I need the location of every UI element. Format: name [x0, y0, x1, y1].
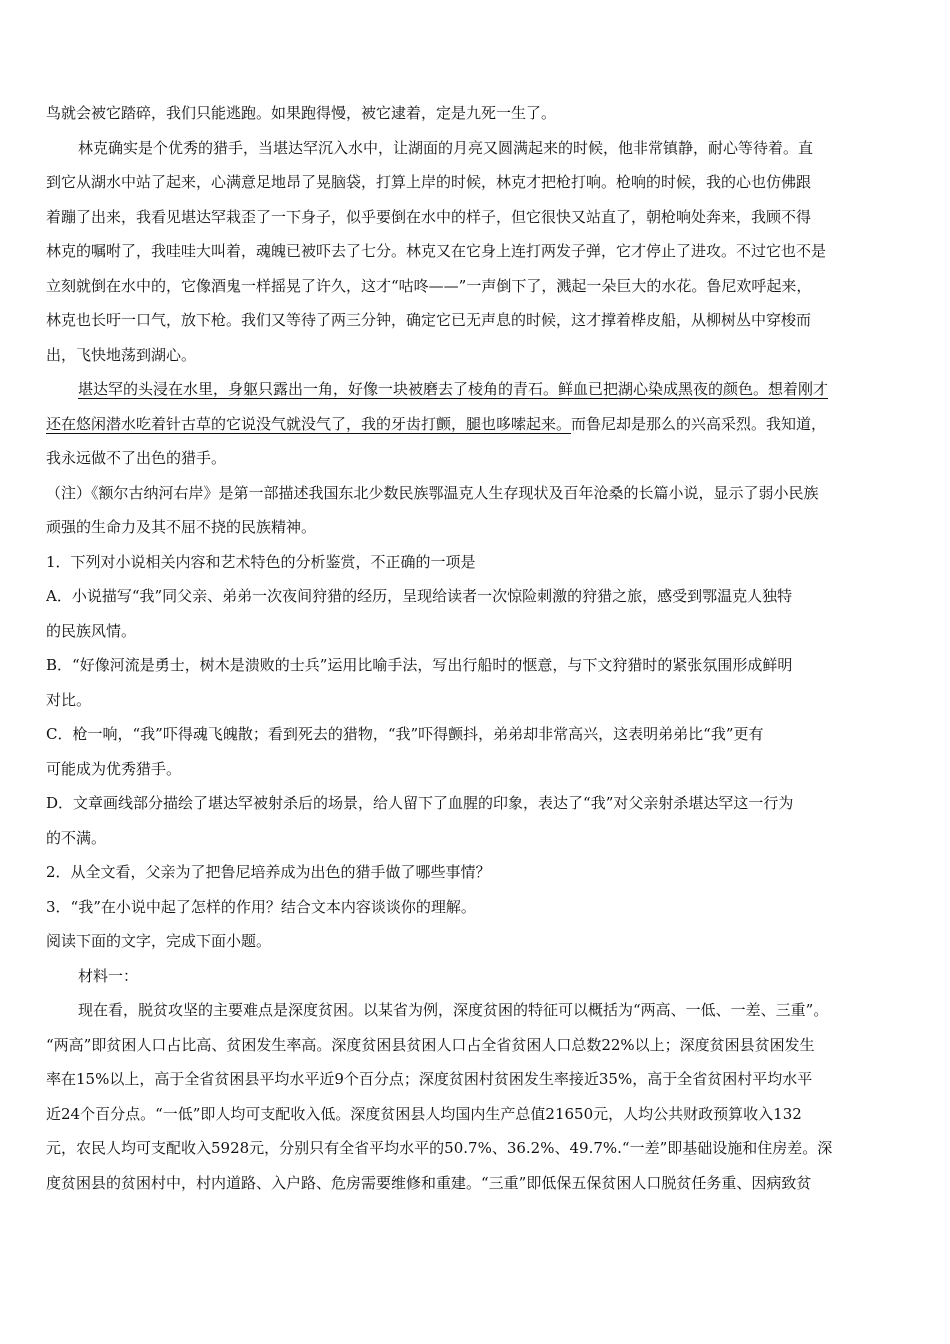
note-line: （注）《额尔古纳河右岸》是第一部描述我国东北少数民族鄂温克人生存现状及百年沧桑的长篇小说，显示了弱小民族 [46, 483, 819, 502]
passage-line: 到它从湖水中站了起来，心满意足地昂了晃脑袋，打算上岸的时候，林克才把枪打响。枪响的时候，我的心也仿佛跟 [46, 173, 812, 191]
question-2: 2．从全文看，父亲为了把鲁尼培养成为出色的猎手做了哪些事情？ [46, 863, 491, 881]
passage-line: 着蹦了出来，我看见堪达罕栽歪了一下身子，似乎要倒在水中的样子，但它很快又站直了，朝枪响处奔来，我顾不得 [46, 207, 812, 226]
passage-line: 林克的嘱咐了，我哇哇大叫着，魂魄已被吓去了七分。林克又在它身上连打两发子弹，它才停止了进攻。不过它也不是 [46, 242, 827, 260]
material-line: 近24个百分点。“一低”即人均可支配收入低。深度贫困县人均国内生产总值21650元，人均公共财政预算收入132 [46, 1104, 802, 1123]
underlined-passage-line [46, 372, 906, 407]
question-1-stem: 1．下列对小说相关内容和艺术特色的分析鉴赏，不正确的一项是 [46, 552, 476, 571]
option-a: A．小说描写“我”同父亲、弟弟一次夜间狩猎的经历，呈现给读者一次惊险刺激的狩猎之旅，感受到鄂温克人独特 [46, 587, 793, 605]
reading-instructions: 阅读下面的文字，完成下面小题。 [46, 932, 272, 950]
option-d: D．文章画线部分描绘了堪达罕被射杀后的场景，给人留下了血腥的印象，表达了“我”对父亲射杀堪达罕这一行为 [46, 794, 794, 812]
passage-line: 出，飞快地荡到湖心。 [46, 345, 197, 364]
underlined-passage-line [46, 407, 906, 442]
material-label: 材料一： [78, 966, 139, 985]
material-line: 元，农民人均可支配收入5928元，分别只有全省平均水平的50.7%、36.2%、49.7%.“一差”即基础设施和住房差。深 [46, 1139, 833, 1157]
material-line: “两高”即贫困人口占比高、贫困发生率高。深度贫困县贫困人口占全省贫困人口总数22%以上；深度贫困县贫困发生 [46, 1035, 815, 1054]
passage-line: 我永远做不了出色的猎手。 [46, 449, 227, 467]
material-line: 率在15%以上，高于全省贫困县平均水平近9个百分点；深度贫困村贫困发生率接近35%，高于全省贫困村平均水平 [46, 1070, 813, 1088]
document-page [46, 96, 906, 1200]
option-b: B．“好像河流是勇士，树木是溃败的士兵”运用比喻手法，写出行船时的惬意，与下文狩猎时的紧张氛围形成鲜明 [46, 656, 793, 674]
passage-text: 而鲁尼却是那么的兴高采烈。我知道， [571, 414, 827, 433]
material-line: 度贫困县的贫困村中，村内道路、入户路、危房需要维修和重建。“三重”即低保五保贫困人口脱贫任务重、因病致贫 [46, 1173, 812, 1192]
option-c-cont: 可能成为优秀猎手。 [46, 759, 182, 778]
option-b-cont: 对比。 [46, 690, 92, 709]
passage-line: 鸟就会被它踏碎，我们只能逃跑。如果跑得慢，被它逮着，定是九死一生了。 [46, 104, 557, 122]
underlined-text: 还在悠闲潜水吃着针古草的它说没气就没气了，我的牙齿打颤，腿也哆嗦起来。 [46, 414, 572, 433]
option-d-cont: 的不满。 [46, 828, 107, 847]
question-3: 3．“我”在小说中起了怎样的作用？结合文本内容谈谈你的理解。 [46, 897, 476, 916]
passage-line: 林克确实是个优秀的猎手，当堪达罕沉入水中，让湖面的月亮又圆满起来的时候，他非常镇静，耐心等待着。直 [78, 138, 814, 157]
passage-line: 林克也长吁一口气，放下枪。我们又等待了两三分钟，确定它已无声息的时候，这才撑着桦皮船，从柳树丛中穿梭而 [46, 311, 812, 329]
passage-line: 立刻就倒在水中的，它像酒鬼一样摇晃了许久，这才“咕咚——”一声倒下了，溅起一朵巨大的水花。鲁尼欢呼起来， [46, 276, 812, 295]
option-a-cont: 的民族风情。 [46, 621, 137, 640]
underlined-text: 堪达罕的头浸在水里，身躯只露出一角，好像一块被磨去了棱角的青石。鲜血已把湖心染成黑夜的颜色。想着刚才 [78, 380, 829, 398]
note-line: 顽强的生命力及其不屈不挠的民族精神。 [46, 518, 317, 536]
material-line: 现在看，脱贫攻坚的主要难点是深度贫困。以某省为例，深度贫困的特征可以概括为“两高、一低、一差、三重”。 [78, 1001, 829, 1019]
option-c: C．枪一响，“我”吓得魂飞魄散；看到死去的猎物，“我”吓得颤抖，弟弟却非常高兴，这表明弟弟比“我”更有 [46, 725, 764, 743]
